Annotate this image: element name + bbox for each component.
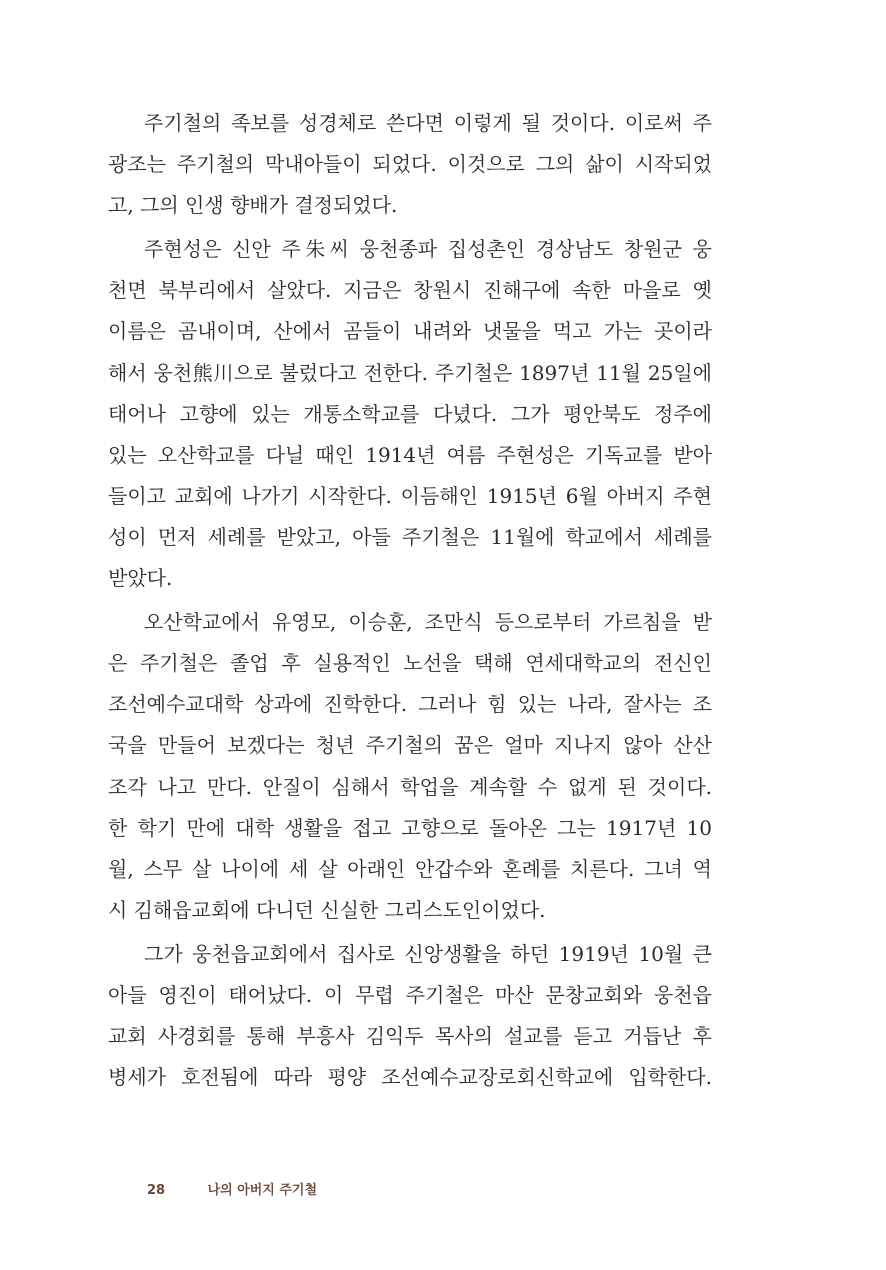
paragraph-3 bbox=[108, 602, 712, 931]
text-line: 해서 웅천熊川으로 불렀다고 전한다. 주기철은 1897년 11월 25일에 bbox=[108, 360, 712, 385]
text-line: 아들 영진이 태어났다. 이 무렵 주기철은 마산 문창교회와 웅천읍 bbox=[108, 982, 712, 1007]
text-line: 고, 그의 인생 향배가 결정되었다. bbox=[108, 193, 398, 218]
text-line: 조각 나고 만다. 안질이 심해서 학업을 계속할 수 없게 된 것이다. bbox=[108, 774, 712, 799]
text-line: 월, 스무 살 나이에 세 살 아래인 안갑수와 혼례를 치른다. 그녀 역 bbox=[108, 856, 712, 881]
paragraph-1 bbox=[108, 103, 712, 226]
text-line: 들이고 교회에 나가기 시작한다. 이듬해인 1915년 6월 아버지 주현 bbox=[108, 483, 712, 508]
text-line: 국을 만들어 보겠다는 청년 주기철의 꿈은 얼마 지나지 않아 산산 bbox=[108, 733, 712, 758]
text-line: 은 주기철은 졸업 후 실용적인 노선을 택해 연세대학교의 전신인 bbox=[108, 651, 712, 676]
text-line: 있는 오산학교를 다닐 때인 1914년 여름 주현성은 기독교를 받아 bbox=[108, 442, 712, 467]
paragraph-4 bbox=[108, 934, 712, 1098]
text-line: 태어나 고향에 있는 개통소학교를 다녔다. 그가 평안북도 정주에 bbox=[108, 401, 712, 426]
text-line: 시 김해읍교회에 다니던 신실한 그리스도인이었다. bbox=[108, 897, 546, 922]
running-title: 나의 아버지 주기철 bbox=[207, 1183, 318, 1198]
text-line: 교회 사경회를 통해 부흥사 김익두 목사의 설교를 듣고 거듭난 후 bbox=[108, 1024, 712, 1049]
text-line: 광조는 주기철의 막내아들이 되었다. 이것으로 그의 삶이 시작되었 bbox=[108, 152, 712, 177]
text-line: 병세가 호전됨에 따라 평양 조선예수교장로회신학교에 입학한다. bbox=[108, 1065, 712, 1090]
text-line: 받았다. bbox=[108, 566, 173, 591]
text-line: 주현성은 신안 주朱씨 웅천종파 집성촌인 경상남도 창원군 웅 bbox=[144, 237, 712, 262]
body-text bbox=[108, 103, 712, 1098]
page-footer bbox=[147, 1181, 317, 1201]
text-line: 한 학기 만에 대학 생활을 접고 고향으로 돌아온 그는 1917년 10 bbox=[108, 815, 712, 840]
text-line: 천면 북부리에서 살았다. 지금은 창원시 진해구에 속한 마을로 옛 bbox=[108, 278, 712, 303]
text-line: 성이 먼저 세례를 받았고, 아들 주기철은 11월에 학교에서 세례를 bbox=[108, 524, 712, 549]
page-number: 28 bbox=[147, 1183, 166, 1198]
text-line: 이름은 곰내이며, 산에서 곰들이 내려와 냇물을 먹고 가는 곳이라 bbox=[108, 319, 712, 344]
text-line: 주기철의 족보를 성경체로 쓴다면 이렇게 될 것이다. 이로써 주 bbox=[144, 111, 712, 135]
text-line: 그가 웅천읍교회에서 집사로 신앙생활을 하던 1919년 10월 큰 bbox=[144, 941, 712, 966]
text-line: 조선예수교대학 상과에 진학한다. 그러나 힘 있는 나라, 잘사는 조 bbox=[108, 692, 712, 717]
text-line: 오산학교에서 유영모, 이승훈, 조만식 등으로부터 가르침을 받 bbox=[144, 610, 712, 635]
paragraph-2 bbox=[108, 229, 712, 599]
